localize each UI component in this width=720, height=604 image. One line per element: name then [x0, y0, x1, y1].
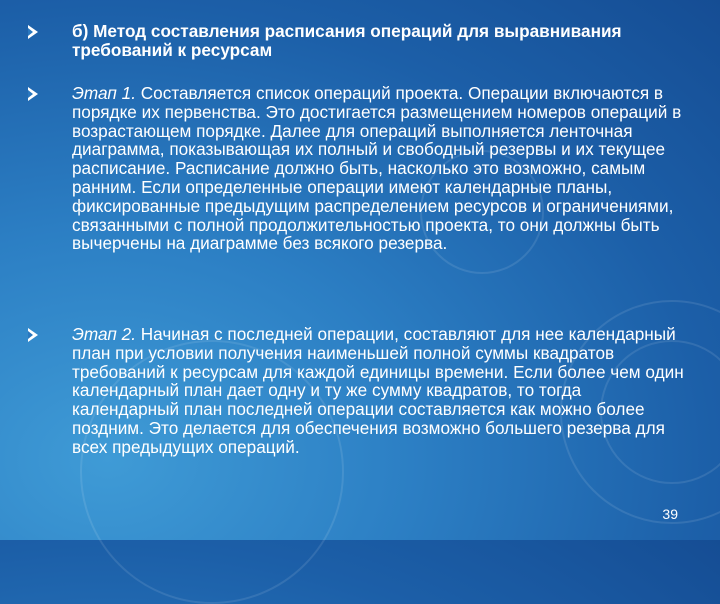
bullet-method-title: [40, 22, 690, 60]
method-title-text: б) Метод составления расписания операций для выравнивания требований к ресурсам: [72, 21, 622, 60]
stage-2-label: Этап 2.: [72, 324, 136, 344]
stage-1-label: Этап 1.: [72, 83, 136, 103]
stage-1-text: Составляется список операций проекта. Операции включаются в порядке их первенства. Это достигается размещением номеров операций в возрастающем порядке. Далее для операций выполняется ленточная диаграмма, показывающая их полный и свободный резервы и их текущее расписание. Расписание должно быть, насколько это возможно, самым ранним. Если определенные операции имеют календарные планы, фиксированные предыдущим распределением ресурсов и ограничениями, связанными с полной продолжительностью проекта, то они должны быть вычерчены на диаграмме без всякого резерва.: [72, 83, 682, 254]
bullet-stage-2: [40, 325, 690, 457]
bullet-stage-1: [40, 84, 690, 253]
stage-2-text: Начиная с последней операции, составляют для нее календарный план при условии получения наименьшей полной суммы квадратов требований к ресурсам для каждой единицы времени. Если более чем один календарный план дает одну и ту же сумму квадратов, то тогда календарный план последней операции составляется как можно более поздним. Это делается для обеспечения возможно большего резерва для всех предыдущих операций.: [72, 324, 684, 457]
arrow-bullet-icon: [28, 328, 38, 342]
stage-1-paragraph: [72, 84, 690, 253]
stage-2-paragraph: [72, 325, 690, 457]
arrow-bullet-icon: [28, 87, 38, 101]
arrow-bullet-icon: [28, 25, 38, 39]
page-number: 39: [662, 506, 678, 522]
